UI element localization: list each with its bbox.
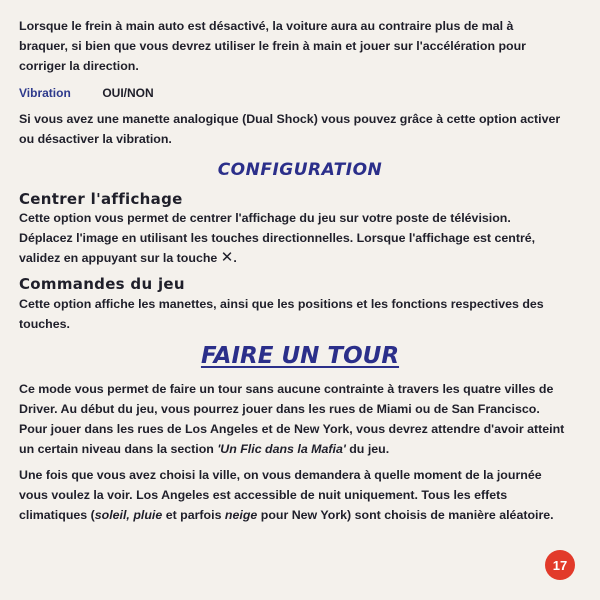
configuration-heading: CONFIGURATION	[217, 160, 383, 180]
text-line: ou désactiver la vibration.	[19, 132, 172, 146]
tour-paragraph-2	[19, 465, 575, 525]
text-line: Une fois que vous avez choisi la ville, on vous demandera à quelle moment de la journée	[19, 468, 542, 482]
text-fragment: un certain niveau dans la section	[19, 442, 214, 456]
weather-term: soleil, pluie	[94, 508, 163, 522]
text-line: Si vous avez une manette analogique (Dual Shock) vous pouvez grâce à cette option activer	[19, 112, 561, 126]
text-line: corriger la direction.	[19, 59, 139, 73]
commandes-jeu-paragraph	[19, 294, 575, 334]
text-line	[19, 505, 575, 525]
faire-un-tour-heading: FAIRE UN TOUR	[200, 343, 400, 369]
vibration-value: OUI/NON	[102, 86, 154, 100]
vibration-paragraph	[19, 109, 575, 149]
text-line: braquer, si bien que vous devrez utiliser le frein à main et jouer sur l'accélération pour	[19, 39, 526, 53]
text-line: Cette option affiche les manettes, ainsi que les positions et les fonctions respectives des	[19, 297, 544, 311]
text-line: validez en appuyant sur la touche ✕.	[19, 249, 237, 266]
text-line: Cette option vous permet de centrer l'affichage du jeu sur votre poste de télévision.	[19, 211, 511, 225]
cross-button-icon: ✕	[220, 249, 234, 266]
text-line: Ce mode vous permet de faire un tour sans aucune contrainte à travers les quatre villes de	[19, 382, 554, 396]
weather-term: neige	[224, 508, 258, 522]
text-line: Déplacez l'image en utilisant les touches directionnelles. Lorsque l'affichage est centré,	[19, 231, 536, 245]
intro-paragraph	[19, 16, 575, 76]
text-line	[19, 439, 575, 459]
tour-paragraph-1	[19, 379, 575, 459]
page-number: 17	[545, 550, 575, 580]
vibration-option	[19, 86, 154, 100]
vibration-label: Vibration	[19, 86, 71, 100]
text-line: Driver. Au début du jeu, vous pourrez jouer dans les rues de Miami ou de San Francisco.	[19, 402, 540, 416]
centrer-affichage-paragraph	[19, 208, 575, 268]
text-line: touches.	[19, 317, 70, 331]
commandes-jeu-heading: Commandes du jeu	[19, 275, 185, 293]
centrer-affichage-heading: Centrer l'affichage	[19, 190, 183, 208]
text-line: vous voulez la voir. Los Angeles est accessible de nuit uniquement. Tous les effets	[19, 488, 508, 502]
text-fragment: et parfois	[165, 508, 222, 522]
text-line: Pour jouer dans les rues de Los Angeles et de New York, vous devrez attendre d'avoir atteint	[19, 422, 565, 436]
text-fragment: pour New York) sont choisis de manière aléatoire.	[260, 508, 554, 522]
text-line: Lorsque le frein à main auto est désactivé, la voiture aura au contraire plus de mal à	[19, 19, 514, 33]
text-fragment: du jeu.	[349, 442, 390, 456]
text-fragment: climatiques (	[19, 508, 95, 522]
section-name: 'Un Flic dans la Mafia'	[217, 442, 346, 456]
text-fragment: validez en appuyant sur la touche	[19, 251, 218, 265]
